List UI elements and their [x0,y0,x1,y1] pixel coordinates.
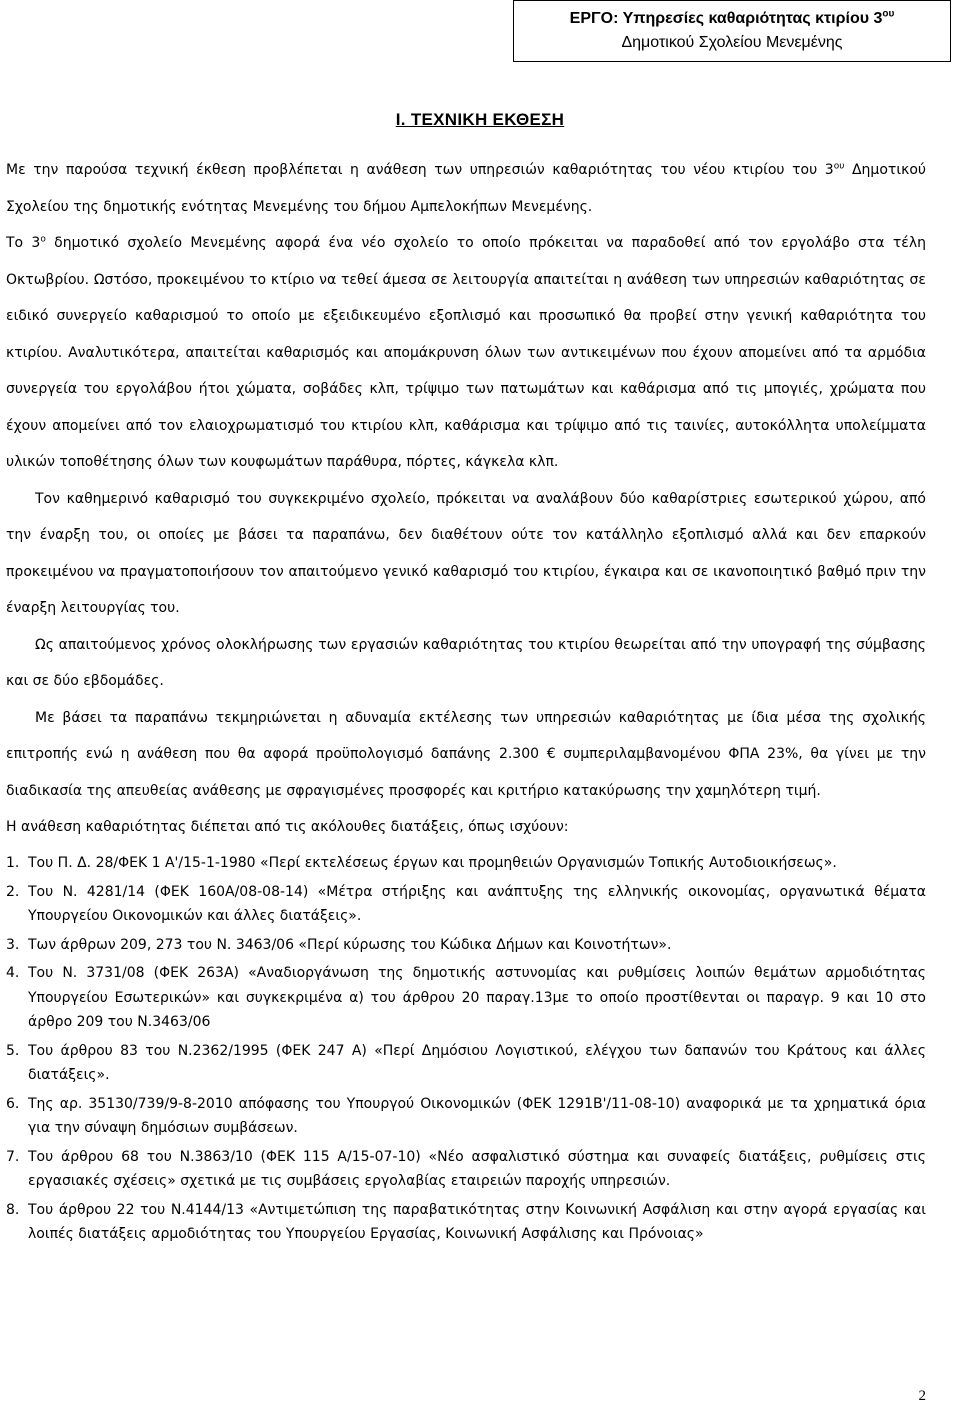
paragraph-intro-sup: ου [833,161,845,172]
paragraph-intro-b: Δημοτικού Σχολείου της δημοτικής ενότητας Μενεμένης του δήμου Αμπελοκήπων Μενεμένης. [6,162,926,215]
list-item [6,1039,926,1088]
list-item-number: 6. [6,1095,20,1112]
list-item [6,1198,926,1247]
project-header-box [513,0,951,62]
provisions-list [6,851,926,1247]
list-item-text: Του άρθρου 83 του Ν.2362/1995 (ΦΕΚ 247 Α) «Περί Δημόσιου Λογιστικού, ελέγχου των δαπανών του Κράτους και άλλες διατάξεις». [28,1042,926,1083]
paragraph-provisions-intro: Η ανάθεση καθαριότητας διέπεται από τις ακόλουθες διατάξεις, όπως ισχύουν: [6,819,569,835]
paragraph-budget: Με βάσει τα παραπάνω τεκμηριώνεται η αδυναμία εκτέλεσης των υπηρεσιών καθαριότητας με ίδια μέσα της σχολικής επιτροπής ενώ η ανάθεση που θα αφορά προϋπολογισμό δαπάνης 2.300 € συμπεριλαμβανομένου ΦΠΑ 23%, θα γίνει με την διαδικασία της απευθείας ανάθεσης με σφραγισμένες προσφορές και κριτήριο κατακύρωσης την χαμηλότερη τιμή. [6,709,926,799]
list-item-number: 2. [6,883,20,900]
list-item-number: 4. [6,965,20,981]
list-item [6,961,926,1035]
list-item-text: Του Ν. 3731/08 (ΦΕΚ 263Α) «Αναδιοργάνωση της δημοτικής αστυνομίας και ρυθμίσεις λοιπών θεμάτων αρμοδιότητας Υπουργείου Εσωτερικών» και συγκεκριμένα α) του άρθρου 20 παραγ.13με το οποίο προστίθενται οι παραγρ. 9 και 10 στο άρθρο 209 του Ν.3463/06 [28,965,926,1030]
project-title-sup: ου [882,8,895,20]
list-item-text: Του Ν. 4281/14 (ΦΕΚ 160Α/08-08-14) «Μέτρα στήριξης και ανάπτυξης της ελληνικής οικονομίας, οργανωτικά θέματα Υπουργείου Οικονομικών και άλλες διατάξεις». [28,883,926,924]
list-item-number: 3. [6,936,20,953]
list-item-number: 8. [6,1201,20,1218]
list-item-number: 7. [6,1148,20,1165]
list-item-number: 1. [6,855,20,871]
project-title-text: ΕΡΓΟ: Υπηρεσίες καθαριότητας κτιρίου 3 [569,10,883,27]
page-number: 2 [918,1388,926,1404]
list-item [6,933,926,958]
list-item [6,1092,926,1141]
paragraph-intro-a: Με την παρούσα τεχνική έκθεση προβλέπεται η ανάθεση των υπηρεσιών καθαριότητας του νέου κτιρίου του 3 [6,162,834,178]
paragraph-school-sup: ο [40,234,46,245]
list-item-text: Του Π. Δ. 28/ΦΕΚ 1 Α'/15-1-1980 «Περί εκτελέσεως έργων και προμηθειών Οργανισμών Τοπικής Αυτοδιοικήσεως». [28,855,837,871]
list-item-text: Του άρθρου 68 του Ν.3863/10 (ΦΕΚ 115 Α/15-07-10) «Νέο ασφαλιστικό σύστημα και συναφείς διατάξεις, ρυθμίσεις στις εργασιακές σχέσεις» σχετικά με τις συμβάσεις εργολαβίας εταιρειών παροχής υπηρεσιών. [28,1148,926,1189]
list-item-text: Των άρθρων 209, 273 του Ν. 3463/06 «Περί κύρωσης του Κώδικα Δήμων και Κοινοτήτων». [28,936,672,953]
paragraph-school [6,225,926,481]
list-item-text: Της αρ. 35130/739/9-8-2010 απόφασης του Υπουργού Οικονομικών (ΦΕΚ 1291Β'/11-08-10) αναφορικά με τα χρηματικά όρια για την σύναψη δημόσιων συμβάσεων. [28,1095,926,1136]
paragraph-daily-cleaning: Τον καθημερινό καθαρισμό του συγκεκριμένο σχολείο, πρόκειται να αναλάβουν δύο καθαρίστριες εσωτερικού χώρου, από την έναρξη του, οι οποίες με βάσει τα παραπάνω, δεν διαθέτουν ούτε τον κατάλληλο εξοπλισμό αλλά και δεν επαρκούν προκειμένου να πραγματοποιήσουν τον απαιτούμενο γενικό καθαρισμό του κτιρίου, έγκαιρα και σε ικανοποιητικό βαθμό πριν την έναρξη λειτουργίας του. [6,490,926,616]
paragraph-school-a: Το 3 [6,235,41,251]
list-item [6,880,926,929]
paragraph-school-b: δημοτικό σχολείο Μενεμένης αφορά ένα νέο σχολείο το οποίο πρόκειται να παραδοθεί από τον εργολάβο στα τέλη Οκτωβρίου. Ωστόσο, προκειμένου το κτίριο να τεθεί άμεσα σε λειτουργία απαιτείται η ανάθεση των υπηρεσιών καθαριότητας σε ειδικό συνεργείο καθαρισμού το οποίο με εξειδικευμένο εξοπλισμό και προσωπικό θα προβεί στην γενική καθαριότητα του κτιρίου. Αναλυτικότερα, απαιτείται καθαρισμός και απομάκρυνση όλων των αντικειμένων που έχουν απομείνει από τα αρμόδια συνεργεία του εργολάβου ήτοι χώματα, σοβάδες κλπ, τρίψιμο των πατωμάτων και καθάρισμα από τις μπογιές, χρώματα που έχουν απομείνει από τον ελαιοχρωματισμό του κτιρίου κλπ, καθάρισμα και τρίψιμο από τις ταινίες, αυτοκόλλητα υπολείμματα υλικών τοποθέτησης όλων των κουφωμάτων παράθυρα, πόρτες, κάγκελα κλπ. [6,235,927,470]
list-item-number: 5. [6,1042,20,1059]
list-item [6,1145,926,1194]
section-title: Ι. ΤΕΧΝΙΚΗ ΕΚΘΕΣΗ [395,110,565,129]
project-subtitle: Δημοτικού Σχολείου Μενεμένης [621,34,843,51]
list-item-text: Του άρθρου 22 του Ν.4144/13 «Αντιμετώπιση της παραβατικότητας στην Κοινωνική Ασφάλιση και στην αγορά εργασίας και λοιπές διατάξεις αρμοδιότητας του Υπουργείου Εργασίας, Κοινωνική Ασφάλισης και Πρόνοιας» [28,1201,926,1242]
project-title [514,7,950,31]
paragraph-intro [6,152,926,225]
list-item [6,851,926,876]
report-body [6,152,926,1251]
paragraph-duration: Ως απαιτούμενος χρόνος ολοκλήρωσης των εργασιών καθαριότητας του κτιρίου θεωρείται από την υπογραφή της σύμβασης και σε δύο εβδομάδες. [6,636,926,689]
